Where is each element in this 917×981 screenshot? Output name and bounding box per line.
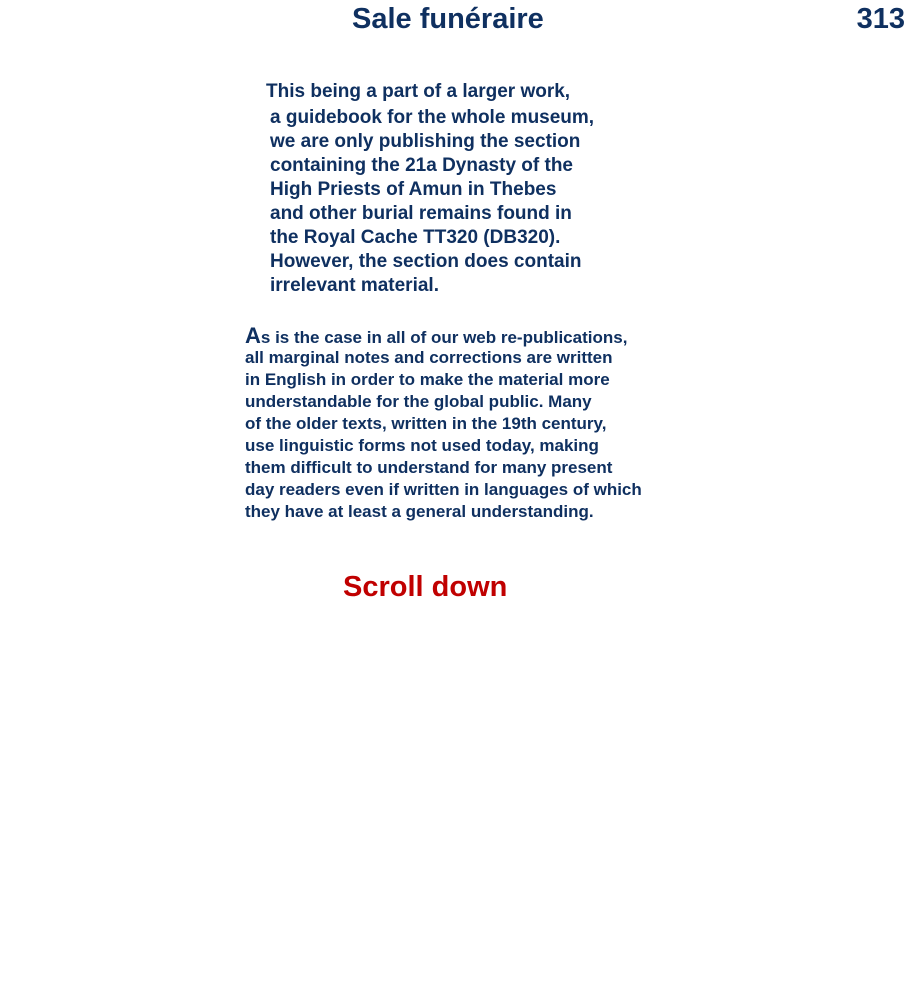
intro-line: irrelevant material. <box>270 275 439 296</box>
intro-line: However, the section does contain <box>270 251 582 272</box>
intro-line: we are only publishing the section <box>270 131 581 152</box>
note-initial-letter: A <box>245 323 261 348</box>
page-title: Sale funéraire <box>352 3 544 35</box>
note-line: them difficult to understand for many present <box>245 458 613 477</box>
note-line: of the older texts, written in the 19th century, <box>245 414 607 433</box>
scroll-down-link[interactable]: Scroll down <box>343 571 508 603</box>
intro-line: a guidebook for the whole museum, <box>270 107 595 128</box>
note-line: all marginal notes and corrections are written <box>245 348 613 367</box>
note-first-line-text: s is the case in all of our web re-publications, <box>260 328 628 347</box>
page-number: 313 <box>856 3 905 35</box>
intro-line: This being a part of a larger work, <box>266 81 571 102</box>
note-line: use linguistic forms not used today, making <box>245 436 599 455</box>
note-line: understandable for the global public. Many <box>245 392 592 411</box>
note-line: they have at least a general understanding. <box>245 502 594 521</box>
intro-line: and other burial remains found in <box>270 203 572 224</box>
translation-note-paragraph <box>245 325 642 523</box>
note-line <box>245 325 642 347</box>
intro-line: High Priests of Amun in Thebes <box>270 179 557 200</box>
note-line: day readers even if written in languages of which <box>245 480 642 499</box>
intro-paragraph <box>266 80 594 298</box>
note-line: in English in order to make the material more <box>245 370 610 389</box>
intro-line: the Royal Cache TT320 (DB320). <box>270 227 561 248</box>
intro-line: containing the 21a Dynasty of the <box>270 155 573 176</box>
